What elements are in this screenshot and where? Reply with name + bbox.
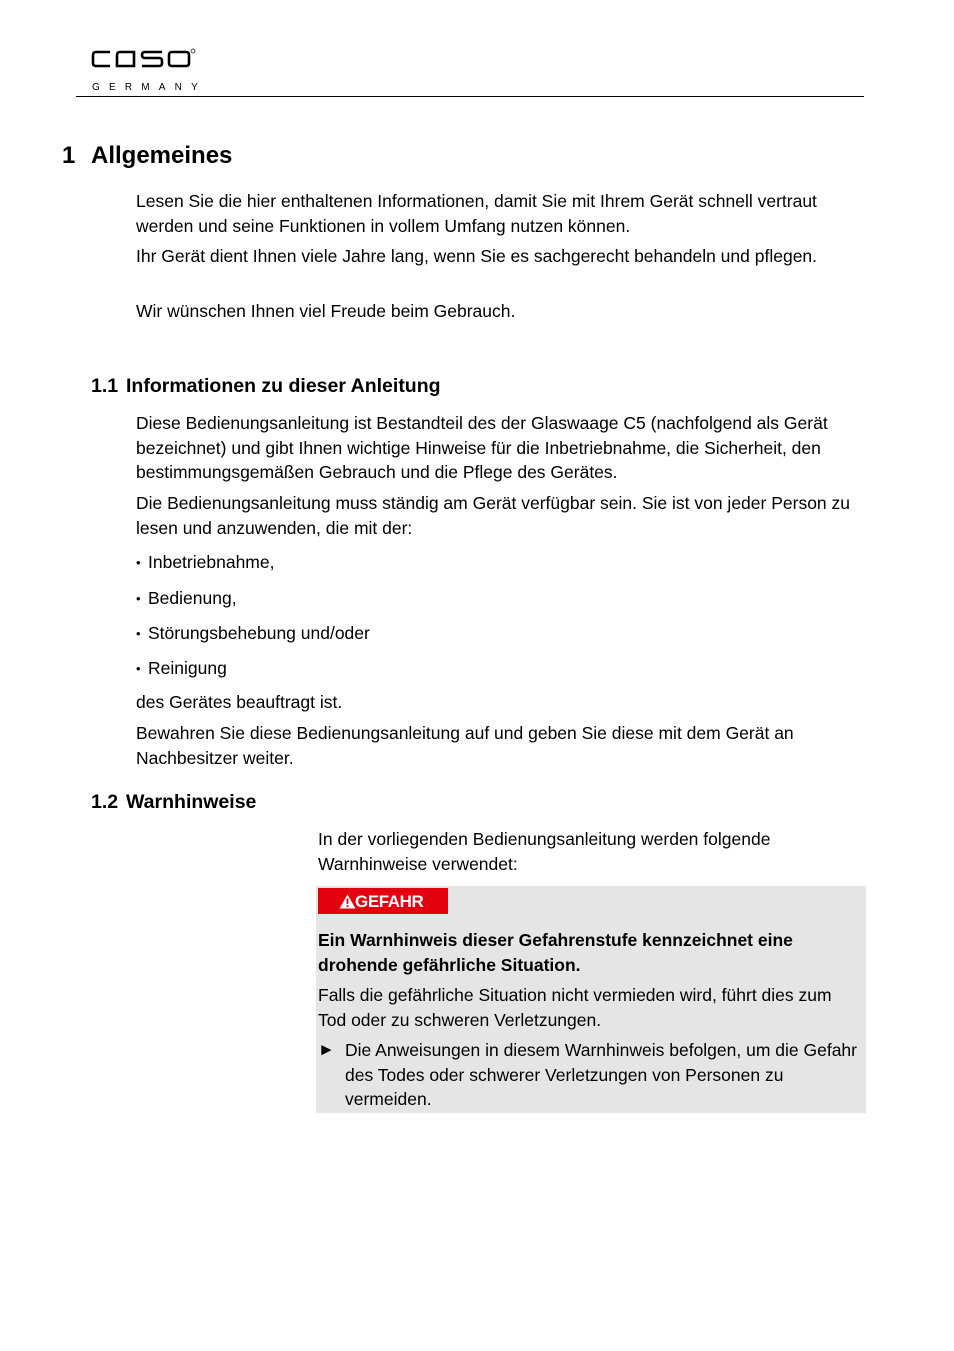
- section-title: Informationen zu dieser Anleitung: [126, 375, 441, 397]
- list-item: [136, 621, 370, 646]
- paragraph: Ihr Gerät dient Ihnen viele Jahre lang, wenn Sie es sachgerecht behandeln und pflegen.: [136, 246, 818, 266]
- bullet-icon: •: [136, 555, 141, 570]
- section-heading-1-1: [91, 375, 441, 398]
- section-title: Allgemeines: [91, 142, 233, 169]
- bullet-icon: •: [136, 661, 141, 676]
- paragraph: Wir wünschen Ihnen viel Freude beim Gebrauch.: [136, 301, 516, 321]
- warning-action: Die Anweisungen in diesem Warnhinweis befolgen, um die Gefahr des Todes oder schwerer Verletzungen von Personen zu vermeiden.: [345, 1040, 857, 1109]
- danger-label-text: GEFAHR: [355, 892, 424, 911]
- paragraph: Diese Bedienungsanleitung ist Bestandteil des der Glaswaage C5 (nachfolgend als Gerät bezeichnet) und gibt Ihnen wichtige Hinweise für die Inbetriebnahme, die Sicherheit, den bestimmungsgemäßen Gebrauch und die Pflege des Gerätes.: [136, 413, 828, 482]
- paragraph: des Gerätes beauftragt ist.: [136, 692, 343, 712]
- section-number: 1: [62, 142, 76, 169]
- list-item-text: Reinigung: [148, 658, 227, 678]
- header-divider: [76, 96, 864, 97]
- bullet-icon: •: [136, 626, 141, 641]
- warning-heading: Ein Warnhinweis dieser Gefahrenstufe kennzeichnet eine drohende gefährliche Situation.: [318, 930, 793, 975]
- list-item-text: Inbetriebnahme,: [148, 552, 275, 572]
- caso-logo-wordmark: [90, 47, 196, 71]
- section-number: 1.1: [91, 375, 119, 397]
- paragraph: Bewahren Sie diese Bedienungsanleitung auf und geben Sie diese mit dem Gerät an Nachbesitzer weiter.: [136, 723, 794, 768]
- paragraph: Lesen Sie die hier enthaltenen Informationen, damit Sie mit Ihrem Gerät schnell vertraut werden und seine Funktionen in vollem Umfang nutzen können.: [136, 191, 817, 236]
- section-heading-1: [62, 142, 232, 170]
- paragraph: Die Bedienungsanleitung muss ständig am Gerät verfügbar sein. Sie ist von jeder Person zu lesen und anzuwenden, die mit der:: [136, 493, 851, 538]
- list-item-text: Bedienung,: [148, 588, 237, 608]
- section-title: Warnhinweise: [126, 791, 257, 813]
- bullet-icon: •: [136, 591, 141, 606]
- list-item: [136, 586, 237, 611]
- list-item: [136, 656, 227, 681]
- paragraph: In der vorliegenden Bedienungsanleitung werden folgende Warnhinweise verwendet:: [318, 829, 771, 874]
- brand-sub: GERMANY: [92, 82, 207, 93]
- action-arrow-icon: ►: [318, 1040, 335, 1059]
- list-item-text: Störungsbehebung und/oder: [148, 623, 370, 643]
- section-heading-1-2: [91, 791, 256, 814]
- list-item: [136, 550, 274, 575]
- warning-text: Falls die gefährliche Situation nicht vermieden wird, führt dies zum Tod oder zu schweren Verletzungen.: [318, 985, 832, 1030]
- warning-triangle-icon: [339, 894, 356, 909]
- section-number: 1.2: [91, 791, 119, 813]
